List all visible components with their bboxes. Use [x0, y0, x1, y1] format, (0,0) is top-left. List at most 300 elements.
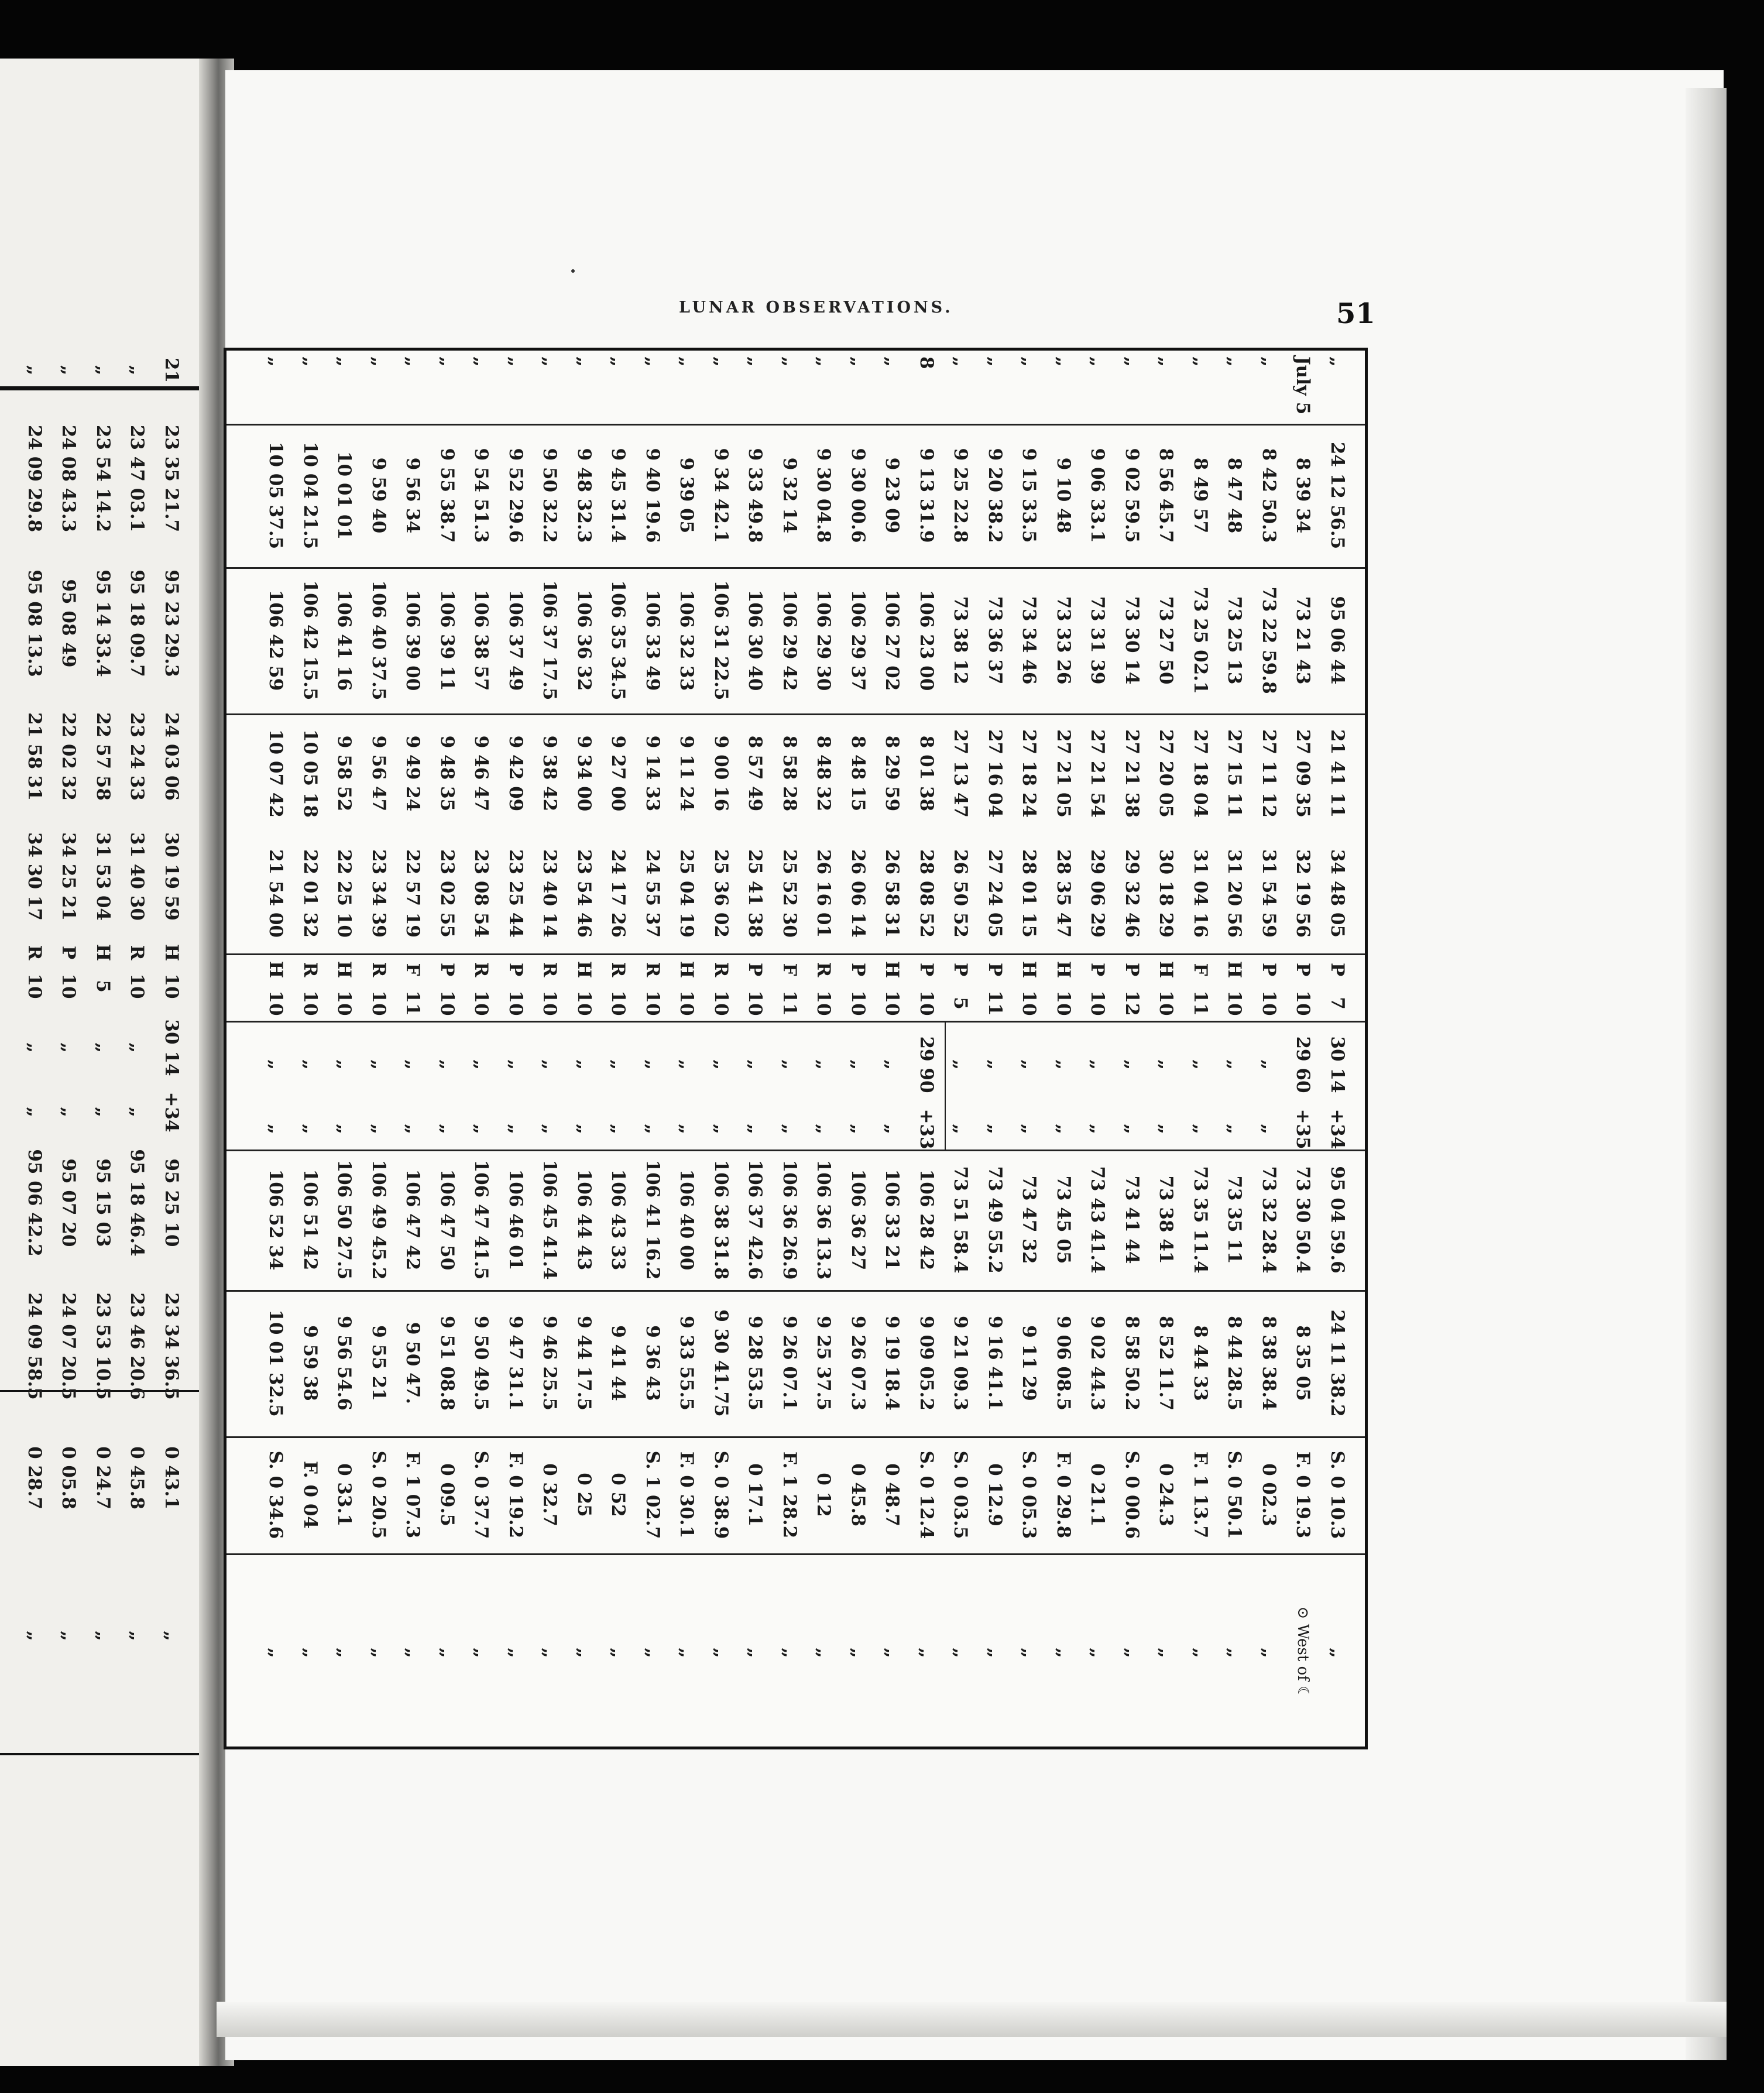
table-cell: F. 0 19.3: [1292, 1451, 1314, 1539]
table-cell: „: [574, 1059, 595, 1070]
left-fragment-cell: „: [92, 365, 114, 376]
table-cell: F. 1 28.2: [779, 1451, 800, 1539]
table-cell: 25 36 02: [711, 849, 732, 938]
table-cell: „: [1155, 1648, 1177, 1658]
table-cell: 9 09 05.2: [916, 1316, 937, 1411]
table-cell: 0 12: [813, 1473, 835, 1517]
left-fragment-cell: 0 45.8: [126, 1446, 148, 1509]
table-cell: 9 32 14: [779, 457, 800, 534]
table-cell: „: [1121, 1059, 1142, 1070]
table-cell: 9 16 41.1: [984, 1316, 1005, 1411]
table-cell: 9 38 42: [539, 735, 561, 812]
table-cell: 73 47 32: [1018, 1175, 1040, 1264]
table-cell: 106 45 41.4: [539, 1159, 561, 1280]
left-fragment-cell: 95 18 46.4: [126, 1149, 148, 1257]
table-cell: 106 44 43: [574, 1169, 595, 1271]
table-cell: 0 32.7: [539, 1463, 561, 1526]
table-cell: 34 48 05: [1327, 849, 1348, 938]
table-cell: 23 40 14: [539, 849, 561, 938]
table-cell: „: [1121, 356, 1142, 367]
table-cell: „: [265, 356, 287, 367]
table-cell: 106 47 41.5: [471, 1159, 492, 1280]
table-cell: 27 09 35: [1292, 729, 1314, 818]
table-cell: 8 48 15: [847, 735, 869, 812]
left-fragment-cell: „: [58, 365, 80, 376]
table-cell: 9 06 33.1: [1087, 448, 1108, 543]
table-cell: 10: [744, 990, 766, 1016]
table-cell: H: [1053, 960, 1074, 979]
table-cell: „: [437, 1059, 458, 1070]
table-cell: 10: [1292, 990, 1314, 1016]
table-cell: 10: [1018, 990, 1040, 1016]
table-cell: 8 38 38.4: [1258, 1316, 1279, 1411]
table-cell: 9 19 18.4: [881, 1316, 903, 1411]
lunar-observations-table: [224, 348, 1368, 1749]
left-fragment-cell: 21: [161, 357, 182, 383]
table-cell: „: [300, 1648, 321, 1658]
left-fragment-cell: 34 30 17: [24, 832, 45, 921]
table-cell: 73 38 41: [1155, 1175, 1177, 1264]
table-cell: 106 33 21: [881, 1169, 903, 1271]
table-cell: 73 27 50: [1155, 596, 1177, 685]
table-cell: 10: [711, 990, 732, 1016]
table-cell: „: [300, 356, 321, 367]
table-cell: „: [813, 356, 835, 367]
table-cell: „: [608, 1648, 629, 1658]
table-cell: P: [916, 962, 937, 977]
table-cell: 9 20 38.2: [984, 448, 1005, 543]
table-cell: 9 34 42.1: [711, 448, 732, 543]
left-fragment-cell: 23 47 03.1: [126, 424, 148, 533]
table-cell: R: [539, 962, 561, 977]
table-cell: 73 22 59.8: [1258, 586, 1279, 694]
table-cell: July 5: [1292, 356, 1314, 415]
table-cell: „: [1190, 356, 1211, 367]
table-cell: 9 54 51.3: [471, 448, 492, 543]
table-cell: 25 04 19: [676, 849, 698, 938]
table-cell: 0 09.5: [437, 1463, 458, 1526]
table-cell: „: [1155, 1059, 1177, 1070]
table-cell: 21 41 11: [1327, 729, 1348, 818]
table-cell: 9 59 38: [300, 1325, 321, 1401]
table-cell: 11: [1190, 990, 1211, 1016]
table-cell: 9 47 31.1: [505, 1316, 526, 1411]
table-cell: 9 51 08.8: [437, 1316, 458, 1411]
left-fragment-cell: 22 57 58: [92, 712, 114, 801]
table-cell: 8 39 34: [1292, 457, 1314, 534]
table-cell: 11: [779, 990, 800, 1016]
table-cell: 27 13 47: [950, 729, 972, 818]
table-cell: 25 52 30: [779, 849, 800, 938]
table-cell: „: [1018, 356, 1040, 367]
table-cell: 8 44 33: [1190, 1325, 1211, 1401]
table-cell: 73 43 41.4: [1087, 1166, 1108, 1274]
table-cell: R: [300, 962, 321, 977]
table-cell: 106 39 00: [402, 589, 424, 691]
table-cell: „: [744, 1124, 766, 1134]
left-fragment-cell: „: [126, 1042, 148, 1053]
left-fragment-cell: 24 07 20.5: [58, 1292, 80, 1400]
table-cell: „: [505, 356, 526, 367]
table-cell: 95 04 59.6: [1327, 1166, 1348, 1274]
table-cell: 9 55 38.7: [437, 448, 458, 543]
table-cell: „: [368, 356, 389, 367]
table-cell: „: [642, 356, 663, 367]
table-cell: „: [847, 1124, 869, 1134]
table-cell: 9 58 52: [334, 735, 355, 812]
table-column-appdist: [226, 1150, 1365, 1292]
table-cell: 27 21 05: [1053, 729, 1074, 818]
table-cell: 10: [1087, 990, 1108, 1016]
table-cell: „: [334, 1648, 355, 1658]
table-cell: 73 30 50.4: [1292, 1166, 1314, 1274]
table-cell: „: [1224, 1648, 1245, 1658]
table-cell: +34: [1327, 1109, 1348, 1150]
table-cell: „: [711, 356, 732, 367]
table-cell: 8 58 50.2: [1121, 1316, 1142, 1411]
table-cell: 10: [471, 990, 492, 1016]
table-cell: „: [1258, 1124, 1279, 1134]
table-cell: „: [334, 1124, 355, 1134]
table-cell: 106 37 49: [505, 589, 526, 691]
table-cell: 27 24 05: [984, 849, 1005, 938]
left-fragment-cell: 95 08 49: [58, 579, 80, 668]
table-cell: P: [1292, 962, 1314, 977]
table-cell: 73 21 43: [1292, 596, 1314, 685]
table-cell: 10: [813, 990, 835, 1016]
table-cell: 8 42 50.3: [1258, 448, 1279, 543]
table-cell: 7: [1327, 997, 1348, 1010]
table-cell: P: [1327, 962, 1348, 977]
table-cell: S. 0 00.6: [1121, 1450, 1142, 1539]
left-fragment-cell: 5: [92, 980, 114, 993]
table-cell: „: [950, 1124, 972, 1134]
table-cell: 106 42 59: [265, 589, 287, 691]
table-cell: „: [402, 1124, 424, 1134]
table-cell: „: [642, 1059, 663, 1070]
table-cell: +35: [1292, 1109, 1314, 1150]
table-cell: 106 41 16: [334, 589, 355, 691]
table-cell: 10: [676, 990, 698, 1016]
table-cell: „: [1018, 1124, 1040, 1134]
table-cell: 9 25 37.5: [813, 1316, 835, 1411]
left-fragment-cell: 23 53 10.5: [92, 1292, 114, 1400]
left-fragment-cell: 30 14: [161, 1019, 182, 1076]
table-cell: 10 04 21.5: [300, 441, 321, 550]
table-cell: 9 30 41.75: [711, 1309, 732, 1417]
table-cell: 106 33 49: [642, 589, 663, 691]
table-cell: 27 15 11: [1224, 729, 1245, 818]
table-cell: 73 51 58.4: [950, 1166, 972, 1274]
table-cell: „: [437, 356, 458, 367]
table-cell: 22 25 10: [334, 849, 355, 938]
table-cell: 30 18 29: [1155, 849, 1177, 938]
table-cell: 23 02 55: [437, 849, 458, 938]
table-cell: 9 48 32.3: [574, 448, 595, 543]
table-cell: „: [1121, 1124, 1142, 1134]
table-cell: 0 45.8: [847, 1463, 869, 1526]
left-fragment-cell: 95 07 20: [58, 1158, 80, 1247]
left-fragment-cell: 22 02 32: [58, 712, 80, 801]
table-cell: 23 25 44: [505, 849, 526, 938]
table-cell: S. 0 12.4: [916, 1450, 937, 1539]
table-cell: „: [847, 1648, 869, 1658]
table-cell: „: [642, 1648, 663, 1658]
table-cell: 9 45 31.4: [608, 448, 629, 543]
left-fragment-cell: R: [126, 945, 148, 960]
table-cell: 106 27 02: [881, 589, 903, 691]
table-column-note: [226, 1553, 1365, 1752]
table-cell: S. 0 03.5: [950, 1450, 972, 1539]
table-cell: 8 56 45.7: [1155, 448, 1177, 543]
group-separator: [945, 1021, 946, 1150]
table-cell: „: [847, 356, 869, 367]
left-fragment-cell: 0 24.7: [92, 1446, 114, 1509]
table-cell: 10: [1258, 990, 1279, 1016]
table-cell: 28 08 52: [916, 849, 937, 938]
table-cell: 26 06 14: [847, 849, 869, 938]
table-cell: „: [1224, 1124, 1245, 1134]
table-cell: „: [847, 1059, 869, 1070]
table-cell: P: [1121, 962, 1142, 977]
table-cell: 23 34 39: [368, 849, 389, 938]
table-cell: „: [711, 1124, 732, 1134]
table-cell: 10: [539, 990, 561, 1016]
left-fragment-cell: H: [161, 943, 182, 962]
left-fragment-cell: 10: [161, 973, 182, 999]
table-cell: „: [402, 356, 424, 367]
table-cell: R: [711, 962, 732, 977]
table-column-alt1: [226, 713, 1365, 833]
table-cell: „: [1053, 356, 1074, 367]
left-fragment-cell: „: [58, 1042, 80, 1053]
table-cell: 73 35 11: [1224, 1175, 1245, 1264]
table-cell: 73 49 55.2: [984, 1166, 1005, 1274]
table-cell: „: [779, 356, 800, 367]
table-cell: „: [813, 1648, 835, 1658]
table-cell: 73 31 39: [1087, 596, 1108, 685]
table-cell: 9 50 32.2: [539, 448, 561, 543]
table-cell: H: [881, 960, 903, 979]
table-cell: 9 11 24: [676, 735, 698, 812]
table-cell: „: [916, 1648, 937, 1658]
table-cell: 73 35 11.4: [1190, 1166, 1211, 1274]
left-fragment-cell: 95 18 09.7: [126, 569, 148, 677]
table-cell: „: [1121, 1648, 1142, 1658]
table-cell: 9 55 21: [368, 1325, 389, 1401]
table-cell: 11: [402, 990, 424, 1016]
table-cell: F. 0 30.1: [676, 1451, 698, 1539]
table-column-time: [226, 424, 1365, 569]
table-cell: 106 41 16.2: [642, 1159, 663, 1280]
table-cell: 9 48 35: [437, 735, 458, 812]
table-cell: 9 44 17.5: [574, 1316, 595, 1411]
table-cell: 10: [505, 990, 526, 1016]
table-cell: 27 21 54: [1087, 729, 1108, 818]
table-cell: 9 46 25.5: [539, 1316, 561, 1411]
table-cell: „: [676, 1648, 698, 1658]
left-fragment-cell: 23 54 14.2: [92, 424, 114, 533]
table-cell: „: [334, 1059, 355, 1070]
table-cell: 22 57 19: [402, 849, 424, 938]
table-column-obs: [226, 953, 1365, 986]
table-cell: 0 52: [608, 1473, 629, 1517]
table-cell: 73 38 12: [950, 596, 972, 685]
table-cell: „: [779, 1124, 800, 1134]
left-fragment-cell: 34 25 21: [58, 832, 80, 921]
table-cell: 9 02 44.3: [1087, 1316, 1108, 1411]
table-cell: 8 47 48: [1224, 457, 1245, 534]
table-cell: „: [984, 1124, 1005, 1134]
table-cell: 106 43 33: [608, 1169, 629, 1271]
table-cell: S. 1 02.7: [642, 1450, 663, 1539]
table-cell: 8 57 49: [744, 735, 766, 812]
table-cell: 28 01 15: [1018, 849, 1040, 938]
left-fragment-cell: 95 15 03: [92, 1158, 114, 1247]
table-cell: 73 32 28.4: [1258, 1166, 1279, 1274]
table-cell: „: [505, 1648, 526, 1658]
table-cell: 106 29 37: [847, 589, 869, 691]
table-cell: 9 26 07.1: [779, 1316, 800, 1411]
table-cell: H: [265, 960, 287, 979]
table-cell: 73 36 37: [984, 596, 1005, 685]
table-cell: „: [300, 1124, 321, 1134]
left-fragment-cell: „: [126, 1107, 148, 1117]
table-cell: 9 34 00: [574, 735, 595, 812]
table-cell: 24 17 26: [608, 849, 629, 938]
table-cell: „: [574, 1124, 595, 1134]
left-fragment-cell: „: [161, 1631, 182, 1641]
table-cell: 26 50 52: [950, 849, 972, 938]
left-fragment-cell: „: [58, 1107, 80, 1117]
table-cell: „: [1155, 356, 1177, 367]
table-cell: „: [368, 1059, 389, 1070]
table-cell: „: [1053, 1124, 1074, 1134]
table-cell: 8 49 57: [1190, 457, 1211, 534]
table-cell: 73 45 05: [1053, 1175, 1074, 1264]
table-column-date: [226, 351, 1365, 426]
table-cell: 9 06 08.5: [1053, 1316, 1074, 1411]
left-fragment-cell: +34: [161, 1092, 182, 1133]
table-cell: P: [744, 962, 766, 977]
table-cell: H: [1224, 960, 1245, 979]
table-cell: 9 11 29: [1018, 1325, 1040, 1401]
left-fragment-cell: 31 40 30: [126, 832, 148, 921]
left-fragment-cell: 95 23 29.3: [161, 569, 182, 677]
table-cell: 73 41 44: [1121, 1175, 1142, 1264]
table-cell: „: [1190, 1124, 1211, 1134]
table-cell: 106 47 50: [437, 1169, 458, 1271]
table-cell: 27 11 12: [1258, 729, 1279, 818]
left-page-table-fragment: [0, 59, 199, 2066]
table-cell: R: [608, 962, 629, 977]
left-fragment-cell: „: [24, 1107, 45, 1117]
table-cell: 24 12 56.5: [1327, 441, 1348, 550]
table-cell: 106 38 31.8: [711, 1159, 732, 1280]
table-cell: F. 0 29.8: [1053, 1451, 1074, 1539]
table-cell: 106 36 26.9: [779, 1159, 800, 1280]
left-fragment-cell: 21 58 31: [24, 712, 45, 801]
table-cell: 9 13 31.9: [916, 448, 937, 543]
table-cell: „: [1087, 1059, 1108, 1070]
table-cell: R: [642, 962, 663, 977]
table-cell: 106 37 42.6: [744, 1159, 766, 1280]
table-cell: 27 21 38: [1121, 729, 1142, 818]
left-fragment-rotated: [1, 334, 188, 1735]
table-cell: 9 25 22.8: [950, 448, 972, 543]
table-cell: H: [334, 960, 355, 979]
table-cell: H: [1018, 960, 1040, 979]
table-cell: 10 05 37.5: [265, 441, 287, 550]
table-cell: H: [1155, 960, 1177, 979]
left-fragment-cell: 24 09 29.8: [24, 424, 45, 533]
table-cell: 24 55 37: [642, 849, 663, 938]
table-cell: 106 50 27.5: [334, 1159, 355, 1280]
left-fragment-cell: „: [24, 1042, 45, 1053]
table-cell: 10: [265, 990, 287, 1016]
table-cell: 27 20 05: [1155, 729, 1177, 818]
table-cell: „: [1018, 1648, 1040, 1658]
table-cell: S. 0 05.3: [1018, 1450, 1040, 1539]
table-cell: „: [300, 1059, 321, 1070]
table-cell: „: [471, 1648, 492, 1658]
table-cell: S. 0 50.1: [1224, 1450, 1245, 1539]
table-cell: „: [1327, 356, 1348, 367]
table-cell: 9 56 54.6: [334, 1316, 355, 1411]
left-fragment-cell: 24 08 43.3: [58, 424, 80, 533]
table-cell: „: [368, 1124, 389, 1134]
table-cell: 106 51 42: [300, 1169, 321, 1271]
table-cell: 9 30 00.6: [847, 448, 869, 543]
table-cell: 9 40 19.6: [642, 448, 663, 543]
table-cell: 106 31 22.5: [711, 580, 732, 701]
table-cell: 8 52 11.7: [1155, 1316, 1177, 1411]
table-cell: 10: [642, 990, 663, 1016]
left-fragment-cell: 30 19 59: [161, 832, 182, 921]
table-cell: 10 07 42: [265, 729, 287, 818]
table-cell: „: [368, 1648, 389, 1658]
table-cell: „: [711, 1648, 732, 1658]
left-fragment-cell: „: [24, 1631, 45, 1641]
left-fragment-cell: 0 05.8: [58, 1446, 80, 1509]
table-cell: P: [1258, 962, 1279, 977]
table-cell: 27 16 04: [984, 729, 1005, 818]
table-cell: 10 05 18: [300, 729, 321, 818]
table-cell: 8 44 28.5: [1224, 1316, 1245, 1411]
table-cell: 9 42 09: [505, 735, 526, 812]
table-cell: 106 23 00: [916, 589, 937, 691]
table-cell: „: [437, 1648, 458, 1658]
table-cell: „: [676, 356, 698, 367]
table-cell: „: [437, 1124, 458, 1134]
table-cell: 106 29 30: [813, 589, 835, 691]
table-cell: H: [574, 960, 595, 979]
table-cell: F: [779, 963, 800, 976]
table-cell: F. 0 04: [300, 1461, 321, 1529]
table-cell: 11: [984, 990, 1005, 1016]
left-fragment-cell: 23 34 36.5: [161, 1292, 182, 1400]
table-cell: „: [779, 1059, 800, 1070]
ink-speck: [571, 269, 575, 273]
left-fragment-cell: „: [92, 1631, 114, 1641]
left-fragment-cell: 95 25 10: [161, 1158, 182, 1247]
left-fragment-cell: „: [126, 1631, 148, 1641]
table-cell: 106 32 33: [676, 589, 698, 691]
table-column-bearing: [226, 567, 1365, 715]
table-cell: 9 59 40: [368, 457, 389, 534]
table-cell: 23 08 54: [471, 849, 492, 938]
table-cell: „: [881, 356, 903, 367]
